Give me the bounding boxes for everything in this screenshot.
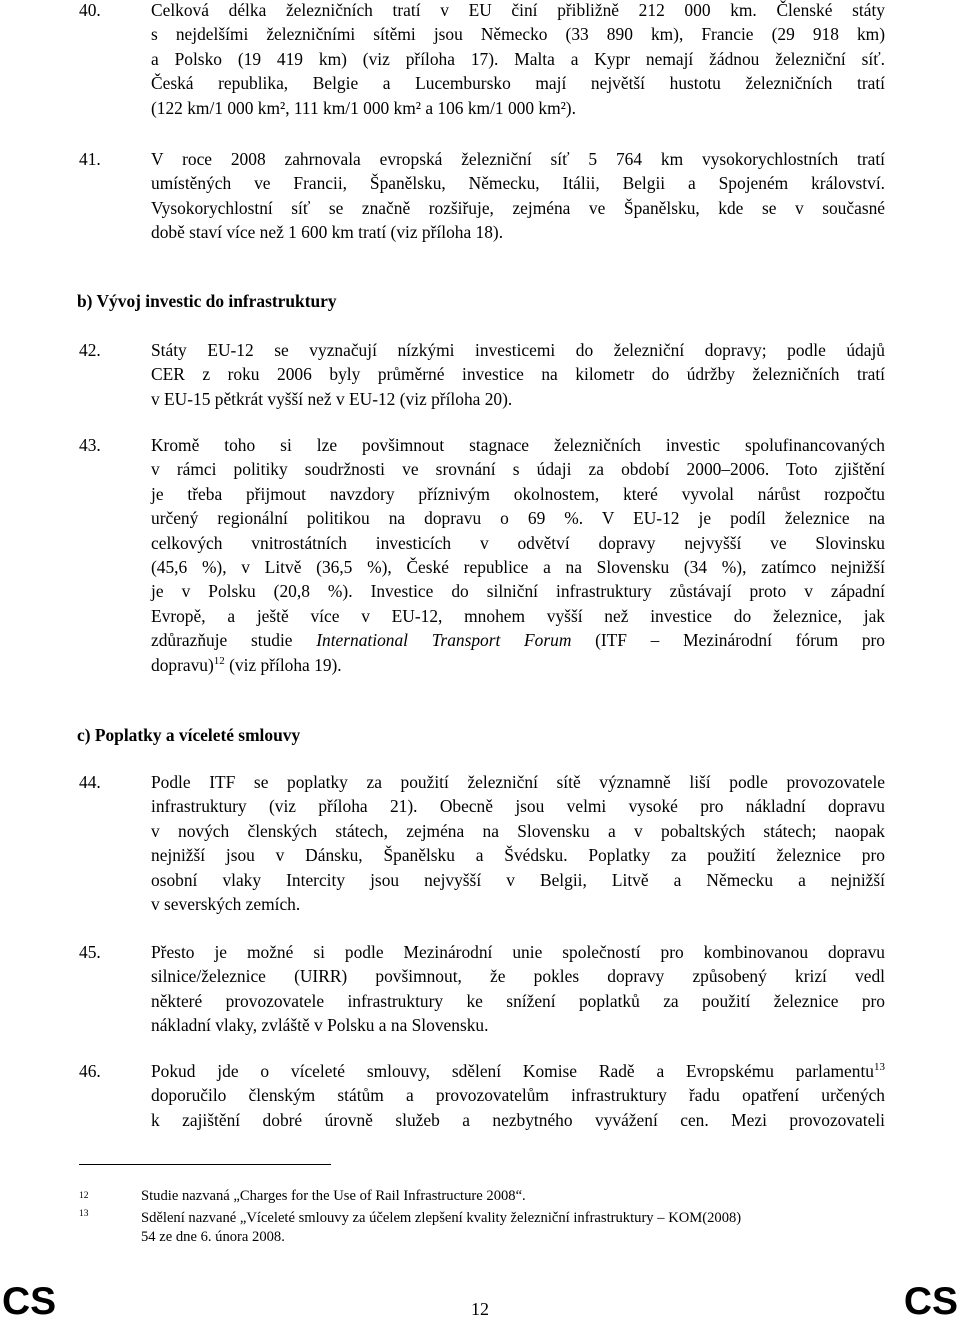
footnote-text-continued: 54 ze dne 6. února 2008. <box>141 1229 285 1245</box>
text-line: je třeba přijmout navzdory příznivým okolnostem, které vyvolal nárůst rozpočtu <box>151 483 885 504</box>
text-line: je v Polsku (20,8 %). Investice do silniční infrastruktury zůstávají proto v západní <box>151 581 885 602</box>
text-line: osobní vlaky Intercity jsou nejvyšší v Belgii, Litvě a Německu a nejnižší <box>151 869 885 890</box>
text-line: Vysokorychlostní síť se značně rozšiřuje, zejména ve Španělsku, kde se v současné <box>151 197 885 218</box>
text-line: Evropě, a ještě více v EU-12, mnohem vyšší než investice do železnice, jak <box>151 605 885 626</box>
text-line: umístěných ve Francii, Španělsku, Německu, Itálii, Belgii a Spojeném království. <box>151 173 885 194</box>
text-line <box>151 653 885 677</box>
paragraph-number: 43. <box>79 435 101 455</box>
footnote-ref-13[interactable]: 13 <box>874 1061 885 1073</box>
text-line: silnice/železnice (UIRR) povšimnout, že pokles dopravy způsobený krizí vedl <box>151 966 885 987</box>
paragraph-46 <box>79 1059 885 1132</box>
paragraph-43 <box>79 433 885 677</box>
page-number: 12 <box>471 1299 489 1319</box>
text-line <box>151 1059 885 1083</box>
paragraph-number: 42. <box>79 340 101 360</box>
text-line: nákladní vlaky, zvláště v Polsku a na Slovensku. <box>151 1015 489 1036</box>
footnote-number: 13 <box>79 1209 89 1219</box>
text-line: v nových členských státech, zejména na Slovensku a v pobaltských státech; naopak <box>151 820 885 841</box>
text-line: (122 km/1 000 km², 111 km/1 000 km² a 106 km/1 000 km²). <box>151 97 576 118</box>
language-code-left: CS <box>2 1280 57 1323</box>
paragraph-number: 46. <box>79 1061 101 1081</box>
text-line: některé provozovatele infrastruktury ke snížení poplatků za použití železnice pro <box>151 990 885 1011</box>
text-fragment: Pokud jde o víceleté smlouvy, sdělení Komise Radě a Evropskému parlamentu <box>151 1061 874 1081</box>
footnote-13 <box>79 1209 885 1247</box>
paragraph-44 <box>79 770 885 916</box>
text-line: v rámci politiky soudržnosti ve srovnání s údaji za období 2000–2006. Toto zjištění <box>151 459 885 480</box>
footnote-separator <box>79 1164 331 1165</box>
paragraph-40 <box>79 0 885 120</box>
footnote-number: 12 <box>79 1191 89 1201</box>
footnote-ref-12[interactable]: 12 <box>213 654 225 667</box>
text-line <box>151 628 885 652</box>
paragraph-number: 41. <box>79 149 101 169</box>
text-line: a Polsko (19 419 km) (viz příloha 17). Malta a Kypr nemají žádnou železniční síť. <box>151 48 885 69</box>
footnote-text: Sdělení nazvané „Víceleté smlouvy za účelem zlepšení kvality železniční infrastruktury – KOM(2008) <box>141 1210 742 1226</box>
text-line: doporučilo členským státům a provozovatelům infrastruktury řadu opatření určených <box>151 1085 885 1106</box>
footnote-12 <box>79 1187 885 1206</box>
text-line: (45,6 %), v Litvě (36,5 %), České republice a na Slovensku (34 %), zatímco nejnižší <box>151 557 885 578</box>
italic-title: International Transport Forum <box>316 630 572 651</box>
paragraph-41 <box>79 147 885 245</box>
text-fragment: zdůrazňuje studie <box>151 630 317 651</box>
paragraph-number: 44. <box>79 772 101 792</box>
text-fragment: dopravu) <box>151 654 214 675</box>
text-line: Celková délka železničních tratí v EU činí přibližně 212 000 km. Členské státy <box>151 0 885 20</box>
paragraph-45 <box>79 940 885 1038</box>
text-line: Česká republika, Belgie a Lucembursko mají největší hustotu železničních tratí <box>151 73 885 94</box>
text-line: Přesto je možné si podle Mezinárodní unie společností pro kombinovanou dopravu <box>151 942 885 962</box>
text-line: celkových vnitrostátních investicích v odvětví dopravy nejvyšší ve Slovinsku <box>151 532 885 553</box>
paragraph-42 <box>79 338 885 411</box>
section-heading-c: c) Poplatky a víceleté smlouvy <box>77 725 301 745</box>
text-line: době staví více než 1 600 km tratí (viz příloha 18). <box>151 222 504 243</box>
text-fragment: (ITF – Mezinárodní fórum pro <box>571 630 886 651</box>
paragraph-number: 45. <box>79 942 101 962</box>
footnote-text: Studie nazvaná „Charges for the Use of Rail Infrastructure 2008“. <box>141 1188 526 1204</box>
text-line: V roce 2008 zahrnovala evropská železniční síť 5 764 km vysokorychlostních tratí <box>151 149 885 169</box>
text-line: určený regionální politikou na dopravu o 69 %. V EU-12 je podíl železnice na <box>151 508 885 529</box>
paragraph-number: 40. <box>79 0 101 20</box>
text-line: CER z roku 2006 byly průměrné investice na kilometr do údržby železničních tratí <box>151 364 885 385</box>
text-fragment: (viz příloha 19). <box>224 654 342 675</box>
text-line: Podle ITF se poplatky za použití železniční sítě významně liší podle provozovatele <box>151 772 885 792</box>
section-heading-b: b) Vývoj investic do infrastruktury <box>77 291 337 311</box>
text-line: Kromě toho si lze povšimnout stagnace železničních investic spolufinancovaných <box>151 435 885 455</box>
text-line: Státy EU-12 se vyznačují nízkými investicemi do železniční dopravy; podle údajů <box>151 340 885 360</box>
text-line: nejnižší jsou v Dánsku, Španělsku a Švédsku. Poplatky za použití železnice pro <box>151 845 885 866</box>
text-line: v EU-15 pětkrát vyšší než v EU-12 (viz příloha 20). <box>151 388 513 409</box>
text-line: s nejdelšími železničními sítěmi jsou Německo (33 890 km), Francie (29 918 km) <box>151 24 885 45</box>
text-line: k zajištění dobré úrovně služeb a nezbytného vyvážení cen. Mezi provozovateli <box>151 1109 885 1130</box>
text-line: v severských zemích. <box>151 894 301 915</box>
text-line: infrastruktury (viz příloha 21). Obecně jsou velmi vysoké pro nákladní dopravu <box>151 796 885 817</box>
language-code-right: CS <box>903 1280 958 1323</box>
